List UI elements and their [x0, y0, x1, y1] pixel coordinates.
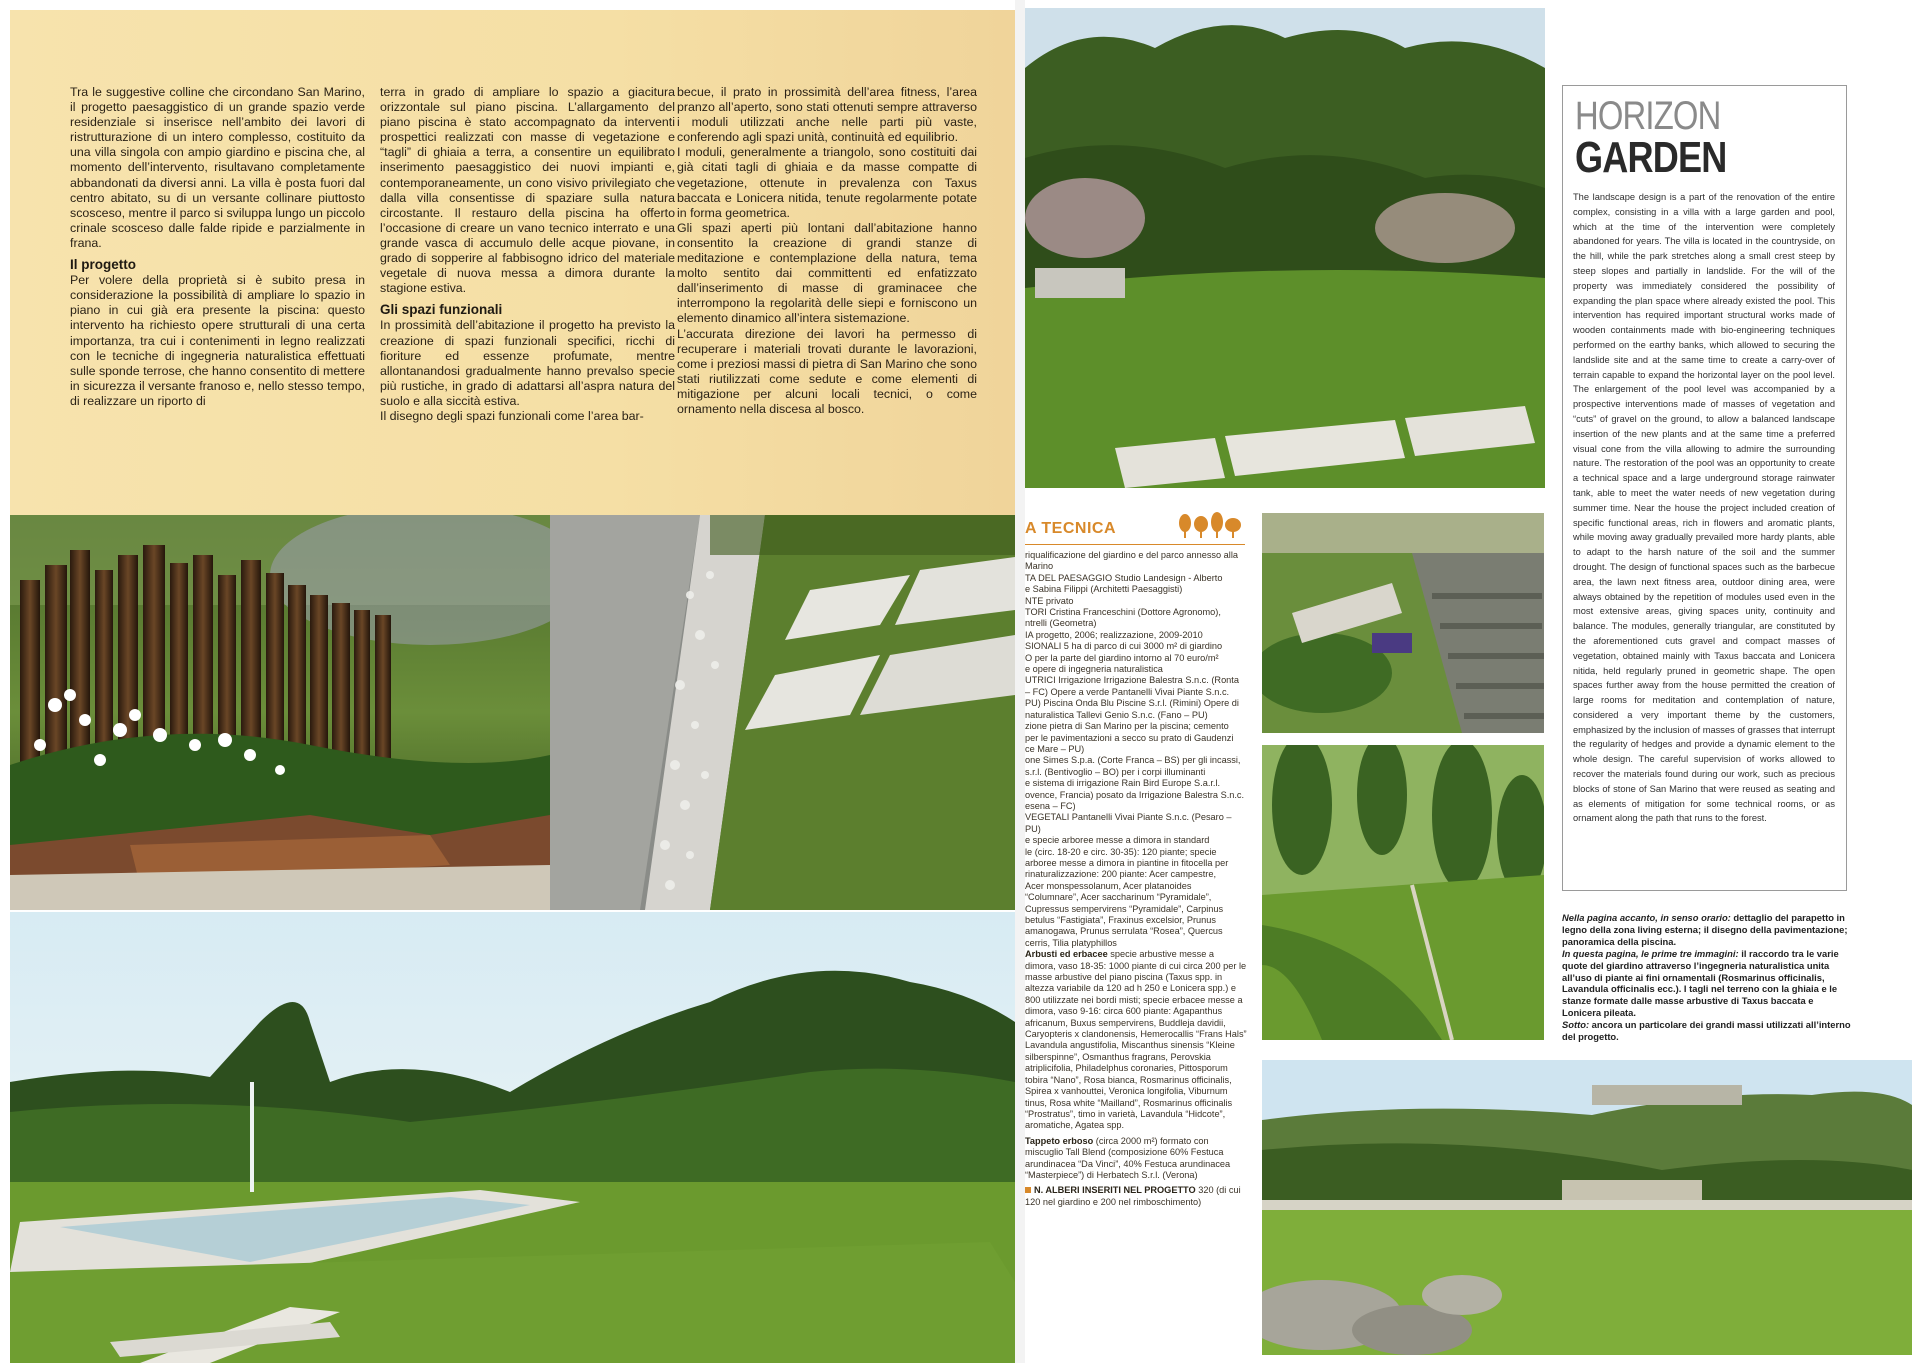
- entry-label: Arbusti ed erbacee: [1025, 949, 1108, 960]
- technical-sheet-line: le (circ. 18-20 e circ. 30-35): 120 piante; specie: [1025, 846, 1217, 857]
- paragraph: I moduli, generalmente a triangolo, sono costituiti dai già citati tagli di ghiaia e da masse compatte di vegetazione, ottenute in prevalenza con Taxus baccata e Lonicera nitida, tenute regolarmente potate in forma geometrica.: [677, 145, 977, 220]
- technical-sheet-line: ovence, Francia) posato da Irrigazione Balestra S.n.c.: [1025, 789, 1245, 800]
- technical-sheet-line: O per la parte del giardino intorno al 70 euro/m²: [1025, 652, 1219, 663]
- paragraph: Tra le suggestive colline che circondano San Marino, il progetto paesaggistico di un grande spazio verde residenziale si inserisce nell’ambito dei lavori di ristrutturazione di un intero complesso, costituito da una villa singola con ampio giardino e piscina che, al momento dell’intervento, risultavano completamente abbandonati da diversi anni. La villa è posta fuori dal centro abitato, su di un versante collinare piuttosto scosceso, mentre il parco si sviluppa lungo un piccolo crinale scosceso dalle falde ripide e parzialmente in frana.: [70, 85, 365, 250]
- photo-gravel-pavement: [550, 515, 1015, 910]
- technical-sheet-line: e Sabina Filippi (Architetti Paesaggisti): [1025, 584, 1183, 595]
- technical-sheet-line: rinaturalizzazione: 200 piante: Acer campestre,: [1025, 869, 1216, 880]
- technical-sheet-lines: [1025, 550, 1247, 949]
- caption-text: dettaglio del parapetto in legno della zona living esterna; il disegno della pavimentazione; panoramica della piscina.: [1562, 912, 1848, 947]
- caption-lead: Nella pagina accanto, in senso orario:: [1562, 912, 1731, 923]
- trees-icon: [1175, 512, 1250, 540]
- technical-sheet-entry: [1025, 1185, 1247, 1208]
- photo-caption: [1562, 912, 1852, 1043]
- caption-lead: In questa pagina, le prime tre immagini:: [1562, 947, 1739, 959]
- text-column-1: [70, 85, 365, 409]
- technical-sheet-line: PU) Piscina Onda Blu Piscine S.r.l. (Rimini) Opere di: [1025, 698, 1239, 709]
- technical-sheet-line: UTRICI Irrigazione Irrigazione Balestra S.n.c. (Ronta: [1025, 675, 1239, 686]
- caption-text: il raccordo tra le varie quote del giardino attraverso l’ingegneria naturalistica unita all’uso di piante ai fini ornamentali (Rosmarinus officinalis, Lavandula officinalis ecc.). I tagli nel terreno con la ghiaia e le stanze formate dalle masse arbustive di Taxus baccata e Lonicera pileata.: [1562, 947, 1839, 1019]
- caption-line: [1562, 1019, 1852, 1043]
- technical-sheet-line: e opere di ingegneria naturalistica: [1025, 664, 1163, 675]
- entry-text: (circa 2000 m²) formato con miscuglio Tall Blend (composizione 60% Festuca arundinacea “Da Vinci”, 40% Festuca arundinacea “Masterpiece”) di Herbatech S.r.l. (Verona): [1025, 1135, 1231, 1180]
- section-heading: Il progetto: [70, 257, 136, 273]
- technical-sheet-line: zione pietra di San Marino per la piscina; cemento: [1025, 721, 1229, 732]
- paragraph: Il disegno degli spazi funzionali come l’area bar-: [380, 408, 644, 423]
- english-summary-box: [1562, 85, 1847, 891]
- technical-sheet-line: ntrelli (Geometra): [1025, 618, 1097, 629]
- panorama-illustration: [1262, 1060, 1912, 1355]
- paragraph: Per volere della proprietà si è subito presa in considerazione la possibilità di ampliare lo spazio in piano in cui già era presente la piscina: questo intervento ha richiesto opere strutturali di una certa importanza, tra cui i contenimenti in legno realizzati con le tecniche di ingegneria naturalistica effettuati sulle sponde terrose, che hanno consentito di mettere in sicurezza il versante franoso e, nello stesso tempo, di realizzare un riporto di: [70, 273, 365, 408]
- technical-sheet-line: esena – FC): [1025, 800, 1076, 811]
- summary-title-bold: GARDEN: [1575, 133, 1727, 182]
- technical-sheet-line: TORI Cristina Franceschini (Dottore Agronomo),: [1025, 607, 1221, 618]
- paragraph: becue, il prato in prossimità dell’area fitness, l’area pranzo all’aperto, sono stati ottenuti sempre attraverso i moduli utilizzati anche nelle parti più vaste, conferendo agli spazi unità, continuità ed equilibrio.: [677, 85, 977, 145]
- pool-illustration: [10, 912, 1015, 1363]
- technical-sheet-line: arboree messe a dimora in piantine in fitocella per: [1025, 857, 1229, 868]
- summary-title-light: HORIZON: [1575, 94, 1721, 138]
- photo-tree-slope: [1262, 745, 1544, 1040]
- technical-sheet-line: cerris, Tilia platyphillos: [1025, 937, 1117, 948]
- technical-sheet-line: e sistema di irrigazione Rain Bird Europe S.a.r.l.: [1025, 778, 1221, 789]
- technical-sheet-line: e specie arboree messe a dimora in standard: [1025, 835, 1210, 846]
- technical-sheet-line: VEGETALI Pantanelli Vivai Piante S.n.c. (Pesaro – PU): [1025, 812, 1232, 834]
- article-text-area: [10, 10, 1015, 515]
- technical-sheet-line: Cupressus sempervirens “Pyramidale”, Carpinus: [1025, 903, 1224, 914]
- technical-sheet-entry: [1025, 949, 1247, 1132]
- paragraph: L’accurata direzione dei lavori ha permesso di recuperare i materiali trovati durante le lavorazioni, come i preziosi massi di pietra di San Marino che sono stati riutilizzati come sedute e come elementi di mitigazione per alcuni locali tecnici, o come ornamento nella discesa al bosco.: [677, 326, 977, 416]
- technical-sheet-line: s.r.l. (Bentivoglio – BO) per i corpi illuminanti: [1025, 766, 1206, 777]
- stairs-illustration: [1262, 513, 1544, 733]
- photo-wooden-fence: [10, 515, 550, 910]
- lawn-illustration: [1025, 8, 1545, 488]
- technical-sheet-line: per le pavimentazioni a secco su prato di Gaudenzi: [1025, 732, 1234, 743]
- entry-label: N. ALBERI INSERITI NEL PROGETTO: [1034, 1185, 1196, 1196]
- paragraph: Gli spazi aperti più lontani dall’abitazione hanno consentito la creazione di grandi stanze di meditazione e contemplazione della natura, tema molto sentito dai committenti ed enfatizzato dall’inserimento di masse di graminacee che interrompono la regolarità delle siepi e forniscono un elemento dinamico all’intera sistemazione.: [677, 220, 977, 326]
- text-column-2: [380, 85, 675, 424]
- technical-sheet: [1025, 508, 1250, 1358]
- technical-sheet-line: NTE privato: [1025, 595, 1074, 606]
- technical-sheet-line: betulus “Fastigiata”, Fraxinus excelsior, Prunus: [1025, 915, 1216, 925]
- technical-sheet-body: [1025, 550, 1247, 1212]
- photo-pool-panorama: [10, 912, 1015, 1363]
- entry-text: 320 (di cui 120 nel giardino e 200 nel rimboschimento): [1025, 1185, 1241, 1207]
- summary-body: The landscape design is a part of the renovation of the entire complex, consisting in a villa with a large garden and pool, which at the time of the intervention were completely abandoned for years. The villa is located in the countryside, on the hill, while the park stretches along a small crest steep by steep slopes and partially in landslide. For the will of the property was immediately considered the possibility of expanding the plan space where already existed the pool. This intervention has required important structural works made of wooden containments made with bio-engineering techniques performed on the earthy banks, which allowed to securing the landslide site and at the same time to create a carry-over of terrain capable to expand the horizontal layer on the pool level. The enlargement of the pool level was accompanied by a prospective interventions made of masses of vegetation and “cuts” of gravel on the ground, to allow a balanced landscape insertion of the new plants and at the same time a preferred visual cone from the villa allowing to admire the surrounding nature. The restoration of the pool was an opportunity to create a technical space and a large underground storage rainwater tank, able to meet the water needs of new vegetation during summer time. Near the house the project included creation of specific functional areas, rich in flowers and aromatic plants, while moving away gradually prevailed more hardy plants, able to adapt to the harsh nature of the soil and the summer drought. The design of functional spaces such as the barbecue area, the lawn next fitness area, outdoor dining area, were always obtained by the repetition of modules used even in the most extensive areas, giving spaces unity, continuity and balance. The modules, generally triangular, are constituted by the aforementioned cuts gravel and compact masses of vegetation, obtained mainly with Taxus baccata and Lonicera nitida, held regularly pruned in geometric shape. The open spaces further away from the house permitted the creation of large rooms for meditation and contemplation of nature, considered a very important theme by the customers, emphasized by the inclusion of masses of grasses that interrupt the regularity of hedges and provide a dynamic element to the whole design. The careful supervision of works allowed to recover the materials found during our work, such as precious blocks of stone of San Marino that were reused as seating and as elements of mitigation for some technical rooms, or as ornament along the path that runs to the forest.: [1573, 192, 1835, 824]
- slope-illustration: [1262, 745, 1544, 1040]
- caption-line: [1562, 948, 1852, 1019]
- photo-valley-panorama: [1262, 1060, 1912, 1355]
- paragraph: In prossimità dell’abitazione il progetto ha previsto la creazione di spazi funzionali specifici, ricchi di fioriture ed essenze profumate, mentre allontanandosi gradualmente hanno prevalso specie più rustiche, in grado di adattarsi all’aspra natura del suolo e alla siccità estiva.: [380, 318, 675, 408]
- bullet-square-icon: [1025, 1187, 1031, 1193]
- entry-text: specie arbustive messe a dimora, vaso 18-35: 1000 piante di cui circa 200 per le masse arbustive del piano piscina (Taxus spp. in altezza variabile da 120 ad h 250 e Lonicera spp.) e 800 utilizzate nei bordi misti; specie erbacee messe a dimora, vaso 9-16: circa 600 piante: Agapanthus africanum, Buxus sempervirens, Buddleja davidii, Caryopteris x clandonensis, Hemerocallis “Frans Hals” Lavandula angustifolia, Miscanthus sinensis “Kleine silberspinne”, Osmanthus fragrans, Perovskia atriplicifolia, Philadelphus coronaries, Pittosporum tobira “Nano”, Rosa bianca, Rosmarinus officinalis, Spirea x vanhouttei, Veronica longifolia, Viburnum tinus, Rosa white “Mailland”, Rosmarinus officinalis “Prostratus”, timo in varietà, Lavandula “Hidcote”, aromatiche, Agatea spp.: [1025, 949, 1247, 1131]
- caption-text: ancora un particolare dei grandi massi utilizzati all’interno del progetto.: [1562, 1019, 1851, 1043]
- page-gutter: [1015, 0, 1025, 1363]
- caption-lead: Sotto:: [1562, 1019, 1590, 1031]
- technical-sheet-line: riqualificazione del giardino e del parco annesso alla: [1025, 550, 1238, 560]
- section-heading: Gli spazi funzionali: [380, 302, 503, 318]
- photo-garden-stairs: [1262, 513, 1544, 733]
- technical-sheet-line: naturalistica Tallevi Genio S.n.c. (Fano – PU): [1025, 709, 1208, 720]
- photo-lawn-garden: [1025, 8, 1545, 488]
- entry-label: Tappeto erboso: [1025, 1135, 1094, 1146]
- gravel-illustration: [550, 515, 1015, 910]
- technical-sheet-title: A TECNICA: [1025, 520, 1117, 537]
- text-column-3: [677, 85, 977, 417]
- technical-sheet-line: Marino: [1025, 561, 1054, 572]
- technical-sheet-line: ce Mare – PU): [1025, 743, 1085, 754]
- technical-sheet-divider: [1025, 544, 1245, 545]
- technical-sheet-line: Acer monspessolanum, Acer platanoides: [1025, 880, 1192, 891]
- paragraph: terra in grado di ampliare lo spazio a giacitura orizzontale sul piano piscina. L’allargamento del piano piscina è stato accompagnato da interventi prospettici realizzati con masse di vegetazione e “tagli” di ghiaia a terra, a consentire un equilibrato inserimento paesaggistico dei nuovi impianti e, contemporaneamente, un cono visivo privilegiato che dalla villa consentisse di spaziare sulla natura circostante. Il restauro della piscina ha offerto l’occasione di creare un vano tecnico interrato e una grande vasca di accumulo delle acque piovane, in grado di sopperire al fabbisogno idrico del materiale vegetale di nuova messa a dimora durante la stagione estiva.: [380, 85, 675, 296]
- technical-sheet-line: “Columnare”, Acer saccharinum “Pyramidale”,: [1025, 892, 1212, 903]
- technical-sheet-line: amanogawa, Prunus serrulata “Rosea”, Quercus: [1025, 926, 1223, 937]
- technical-sheet-entry: [1025, 1136, 1247, 1182]
- fence-illustration: [10, 515, 550, 910]
- technical-sheet-line: TA DEL PAESAGGIO Studio Landesign - Alberto: [1025, 572, 1223, 583]
- caption-line: [1562, 912, 1852, 948]
- technical-sheet-line: IA progetto, 2006; realizzazione, 2009-2010: [1025, 629, 1203, 640]
- technical-sheet-line: one Simes S.p.a. (Corte Franca – BS) per gli incassi,: [1025, 755, 1241, 766]
- technical-sheet-line: – FC) Opere a verde Pantanelli Vivai Piante S.n.c.: [1025, 686, 1230, 697]
- technical-sheet-line: SIONALI 5 ha di parco di cui 3000 m² di giardino: [1025, 641, 1223, 652]
